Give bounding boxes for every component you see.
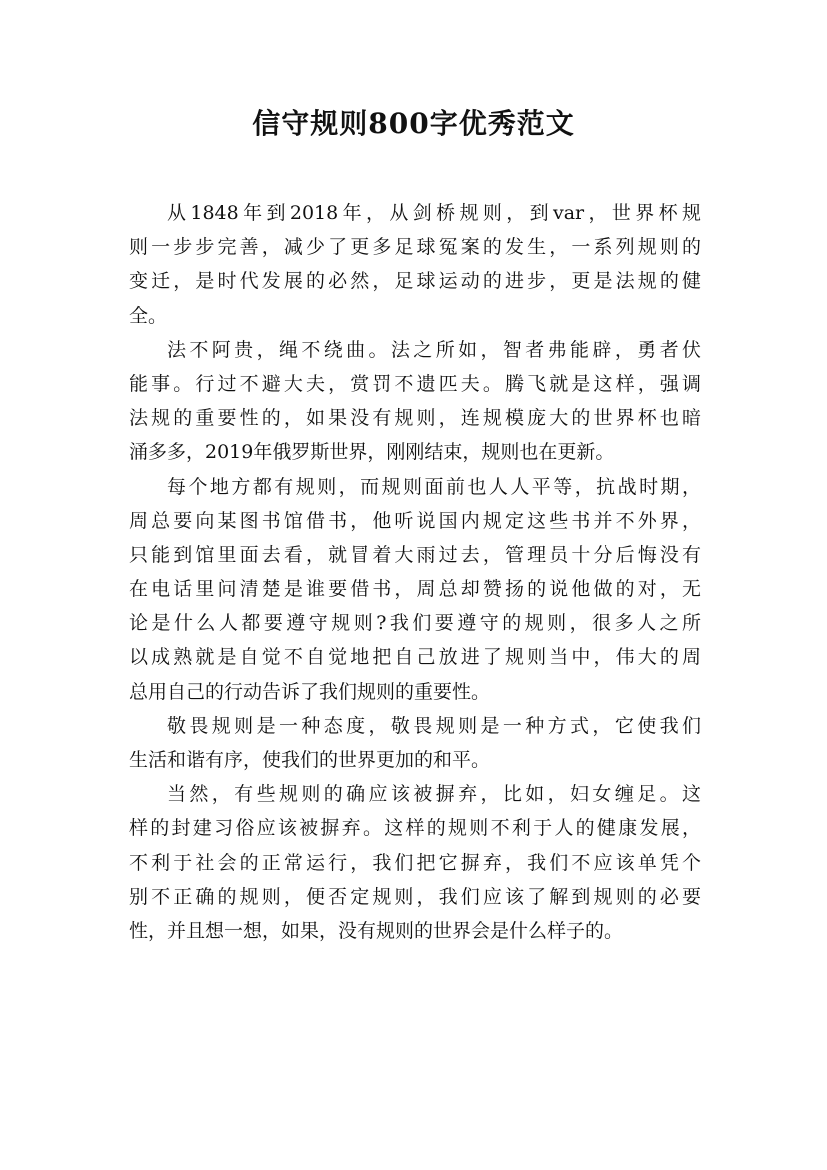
paragraph — [129, 777, 701, 948]
text-line: 只能到馆里面去看，就冒着大雨过去，管理员十分后悔没有 — [129, 543, 701, 566]
text-line: 从1848年到2018年，从剑桥规则，到var，世界杯规 — [167, 202, 701, 224]
text-line: 周总要向某图书馆借书，他听说国内规定这些书并不外界， — [129, 509, 701, 532]
text-line: 变迁，是时代发展的必然，足球运动的进步，更是法规的健 — [129, 270, 701, 293]
text-line: 总用自己的行动告诉了我们规则的重要性。 — [129, 680, 491, 703]
text-line: 每个地方都有规则，而规则面前也人人平等，抗战时期， — [167, 475, 701, 498]
text-line: 不利于社会的正常运行，我们把它摒弃，我们不应该单凭个 — [129, 851, 701, 874]
text-line: 法规的重要性的，如果没有规则，连规模庞大的世界杯也暗 — [129, 407, 701, 430]
text-line: 在电话里问清楚是谁要借书，周总却赞扬的说他做的对，无 — [129, 578, 701, 601]
paragraph — [129, 470, 701, 709]
paragraph — [129, 333, 701, 470]
document-title: 信守规则800字优秀范文 — [252, 107, 575, 140]
text-line: 以成熟就是自觉不自觉地把自己放进了规则当中，伟大的周 — [129, 646, 701, 669]
text-line: 法不阿贵，绳不绕曲。法之所如，智者弗能辟，勇者伏 — [167, 338, 701, 361]
text-line: 当然，有些规则的确应该被摒弃，比如，妇女缠足。这 — [167, 783, 701, 806]
text-line: 全。 — [129, 304, 168, 327]
paragraph — [129, 709, 701, 777]
text-line: 生活和谐有序，使我们的世界更加的和平。 — [129, 749, 491, 771]
text-line: 论是什么人都要遵守规则?我们要遵守的规则，很多人之所 — [129, 612, 701, 635]
text-line: 则一步步完善，减少了更多足球冤案的发生，一系列规则的 — [129, 236, 701, 259]
paragraph — [129, 196, 701, 333]
text-line: 能事。行过不避大夫，赏罚不遗匹夫。腾飞就是这样，强调 — [129, 372, 701, 395]
text-line: 性，并且想一想，如果，没有规则的世界会是什么样子的。 — [129, 919, 624, 942]
text-line: 别不正确的规则，便否定规则，我们应该了解到规则的必要 — [129, 885, 701, 908]
document-body — [129, 196, 701, 948]
text-line: 样的封建习俗应该被摒弃。这样的规则不利于人的健康发展， — [129, 817, 701, 840]
text-line: 涌多多，2019年俄罗斯世界，刚刚结束，规则也在更新。 — [129, 441, 615, 464]
text-line: 敬畏规则是一种态度，敬畏规则是一种方式，它使我们 — [167, 714, 701, 737]
